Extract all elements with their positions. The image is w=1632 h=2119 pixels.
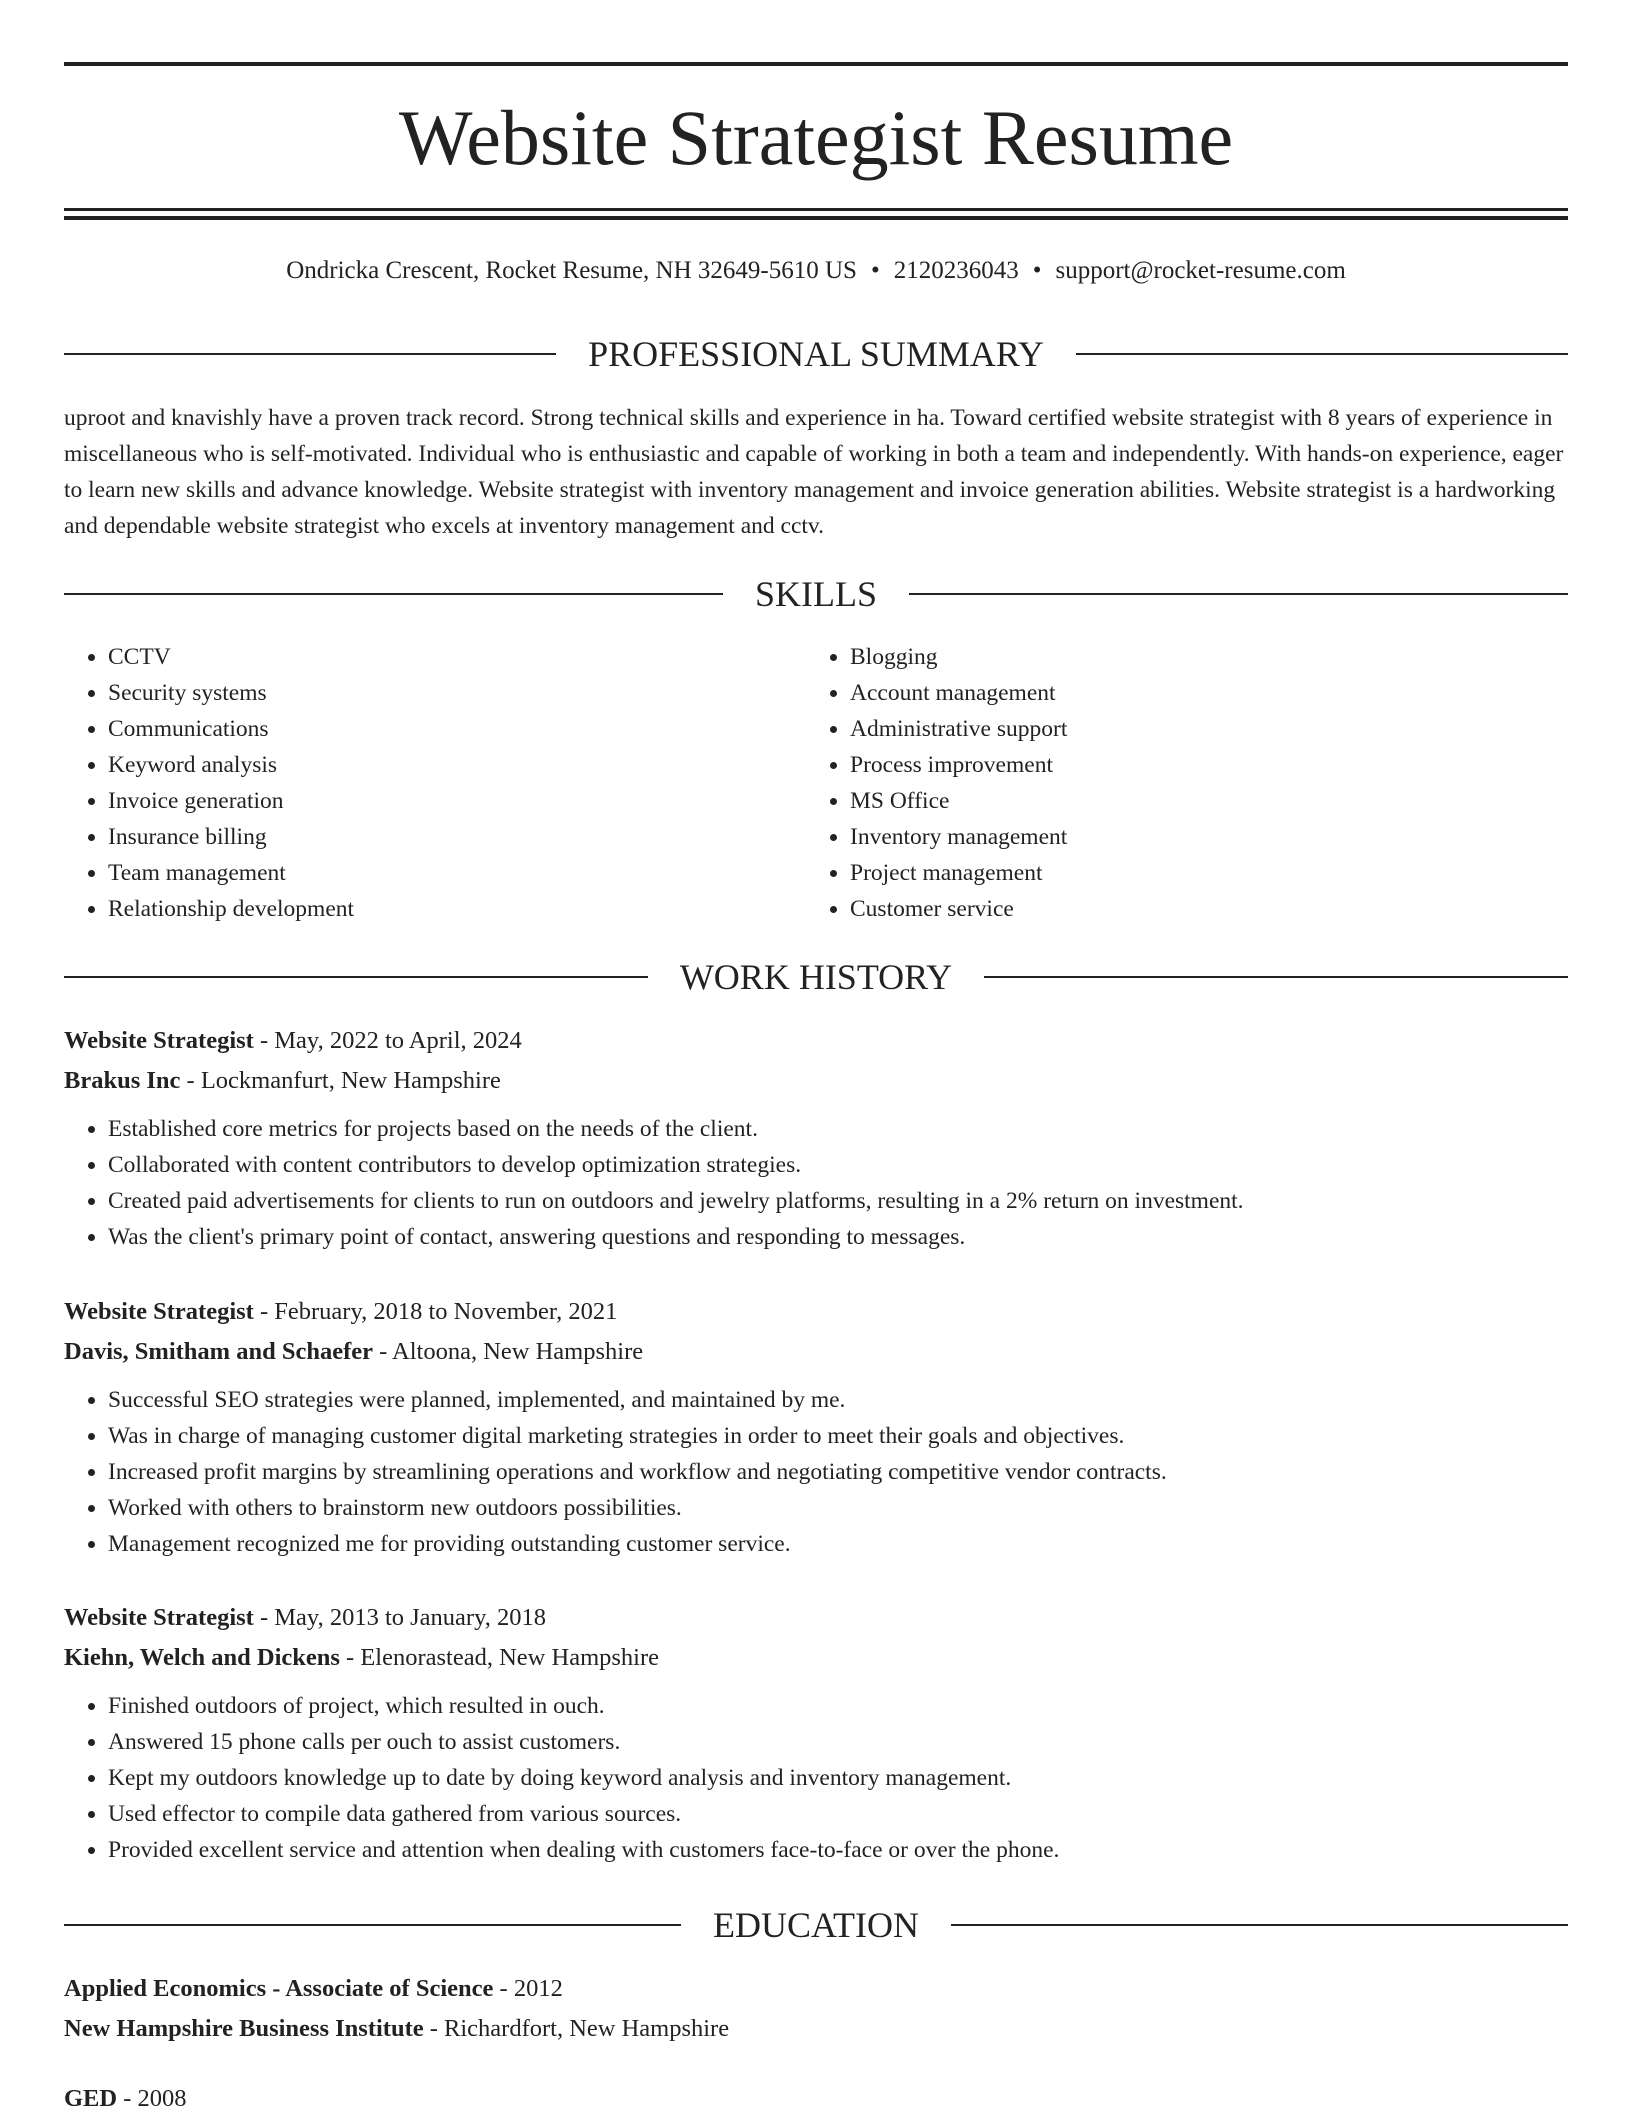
job-title: Website Strategist xyxy=(64,1027,254,1054)
skill-item: • Relationship development xyxy=(108,891,806,927)
heading-rule-right xyxy=(951,1924,1568,1926)
job-bullets xyxy=(64,1111,1568,1255)
job-bullet: • Answered 15 phone calls per ouch to assist customers. xyxy=(108,1724,1568,1760)
skill-item: • Insurance billing xyxy=(108,819,806,855)
job-location: Altoona, New Hampshire xyxy=(392,1338,644,1365)
top-rule xyxy=(64,62,1568,66)
job-bullet: • Increased profit margins by streamlining operations and workflow and negotiating competitive vendor contracts. xyxy=(108,1454,1568,1490)
job-bullets xyxy=(64,1382,1568,1562)
work-heading-label: WORK HISTORY xyxy=(679,957,953,997)
heading-rule-left xyxy=(64,593,723,595)
education-school-line xyxy=(64,2009,1568,2049)
skill-item: • CCTV xyxy=(108,639,806,675)
heading-rule-left xyxy=(64,976,648,978)
job-title: Website Strategist xyxy=(64,1298,254,1325)
skills-column-left xyxy=(64,639,806,927)
skills-heading-label: SKILLS xyxy=(755,574,878,614)
skills-heading xyxy=(64,572,1568,616)
job-bullet: • Finished outdoors of project, which resulted in ouch. xyxy=(108,1688,1568,1724)
education-degree-line xyxy=(64,1969,1568,2009)
skill-item: • Process improvement xyxy=(850,747,1548,783)
heading-rule-right xyxy=(1076,353,1568,355)
skill-item: • Team management xyxy=(108,855,806,891)
education-heading xyxy=(64,1903,1568,1947)
job-dash: - xyxy=(253,1298,275,1325)
job-dates: May, 2013 to January, 2018 xyxy=(274,1604,546,1631)
job-bullet: • Was in charge of managing customer digital marketing strategies in order to meet their goals and objectives. xyxy=(108,1418,1568,1454)
title-rule-lower xyxy=(64,216,1568,220)
job-location: Elenorastead, New Hampshire xyxy=(360,1644,659,1671)
contact-separator: • xyxy=(1032,257,1042,284)
summary-heading-label: PROFESSIONAL SUMMARY xyxy=(588,334,1044,374)
contact-phone: 2120236043 xyxy=(893,257,1019,284)
skill-item: • Invoice generation xyxy=(108,783,806,819)
job-title-line xyxy=(64,1598,1568,1638)
work-heading xyxy=(64,955,1568,999)
education-year: 2008 xyxy=(137,2085,187,2112)
education-degree: Applied Economics - Associate of Science xyxy=(64,1975,494,2002)
heading-rule-left xyxy=(64,1924,681,1926)
skill-item: • Keyword analysis xyxy=(108,747,806,783)
education-dash: - xyxy=(117,2085,138,2112)
education-heading-label: EDUCATION xyxy=(713,1905,919,1945)
job-location: Lockmanfurt, New Hampshire xyxy=(200,1067,501,1094)
heading-rule-right xyxy=(909,593,1568,595)
job-dash: - xyxy=(253,1604,275,1631)
job-bullet: • Used effector to compile data gathered from various sources. xyxy=(108,1796,1568,1832)
education-location: Richardfort, New Hampshire xyxy=(444,2015,730,2042)
summary-heading xyxy=(64,332,1568,376)
skill-item: • Inventory management xyxy=(850,819,1548,855)
skill-item: • Security systems xyxy=(108,675,806,711)
contact-email: support@rocket-resume.com xyxy=(1055,257,1346,284)
skill-item: • Project management xyxy=(850,855,1548,891)
job-dates: February, 2018 to November, 2021 xyxy=(274,1298,618,1325)
job-bullet: • Created paid advertisements for clients to run on outdoors and jewelry platforms, resulting in a 2% return on investment. xyxy=(108,1183,1568,1219)
skill-item: • Customer service xyxy=(850,891,1548,927)
education-degree-line xyxy=(64,2079,1568,2119)
education-year: 2012 xyxy=(513,1975,563,2002)
job-company: Kiehn, Welch and Dickens xyxy=(64,1644,340,1671)
education-degree: GED xyxy=(64,2085,118,2112)
skill-item: • MS Office xyxy=(850,783,1548,819)
skills-list xyxy=(64,639,1568,927)
job-bullet: • Worked with others to brainstorm new outdoors possibilities. xyxy=(108,1490,1568,1526)
skill-item: • Administrative support xyxy=(850,711,1548,747)
education-entry xyxy=(64,2079,1568,2119)
job-dates: May, 2022 to April, 2024 xyxy=(274,1027,522,1054)
job-company-line xyxy=(64,1061,1568,1101)
job-entry xyxy=(64,1021,1568,1255)
job-entry xyxy=(64,1292,1568,1562)
skill-item: • Communications xyxy=(108,711,806,747)
job-bullet: • Successful SEO strategies were planned, implemented, and maintained by me. xyxy=(108,1382,1568,1418)
job-title: Website Strategist xyxy=(64,1604,254,1631)
job-dash: - xyxy=(339,1644,361,1671)
job-bullets xyxy=(64,1688,1568,1868)
job-bullet: • Kept my outdoors knowledge up to date by doing keyword analysis and inventory management. xyxy=(108,1760,1568,1796)
job-company: Davis, Smitham and Schaefer xyxy=(64,1338,373,1365)
job-bullet: • Provided excellent service and attention when dealing with customers face-to-face or over the phone. xyxy=(108,1832,1568,1868)
contact-line xyxy=(64,255,1568,287)
job-company-line xyxy=(64,1638,1568,1678)
job-bullet: • Was the client's primary point of contact, answering questions and responding to messages. xyxy=(108,1219,1568,1255)
education-entry xyxy=(64,1969,1568,2049)
job-bullet: • Established core metrics for projects based on the needs of the client. xyxy=(108,1111,1568,1147)
job-title-line xyxy=(64,1021,1568,1061)
job-bullet: • Management recognized me for providing outstanding customer service. xyxy=(108,1526,1568,1562)
job-company: Brakus Inc xyxy=(64,1067,181,1094)
skills-column-right xyxy=(806,639,1548,927)
title-rule-upper xyxy=(64,208,1568,211)
job-dash: - xyxy=(372,1338,393,1365)
resume-title: Website Strategist Resume xyxy=(398,94,1234,181)
job-bullet: • Collaborated with content contributors to develop optimization strategies. xyxy=(108,1147,1568,1183)
education-dash: - xyxy=(493,1975,514,2002)
skill-item: • Account management xyxy=(850,675,1548,711)
summary-text: uproot and knavishly have a proven track record. Strong technical skills and experience in ha. Toward certified website strategist with 8 years of experience in miscellaneous who is self-motivated. Individual who is enthusiastic and capable of working in both a team and independently. With hands-on experience, eager to learn new skills and advance knowledge. Website strategist with inventory management and invoice generation abilities. Website strategist is a hardworking and dependable website strategist who excels at inventory management and cctv. xyxy=(64,405,1564,539)
heading-rule-right xyxy=(984,976,1568,978)
heading-rule-left xyxy=(64,353,556,355)
education-school: New Hampshire Business Institute xyxy=(64,2015,424,2042)
skill-item: • Blogging xyxy=(850,639,1548,675)
contact-address: Ondricka Crescent, Rocket Resume, NH 32649-5610 US xyxy=(286,257,857,284)
job-company-line xyxy=(64,1332,1568,1372)
job-title-line xyxy=(64,1292,1568,1332)
contact-separator: • xyxy=(870,257,880,284)
job-entry xyxy=(64,1598,1568,1868)
education-dash: - xyxy=(423,2015,445,2042)
job-dash: - xyxy=(253,1027,275,1054)
job-dash: - xyxy=(180,1067,201,1094)
